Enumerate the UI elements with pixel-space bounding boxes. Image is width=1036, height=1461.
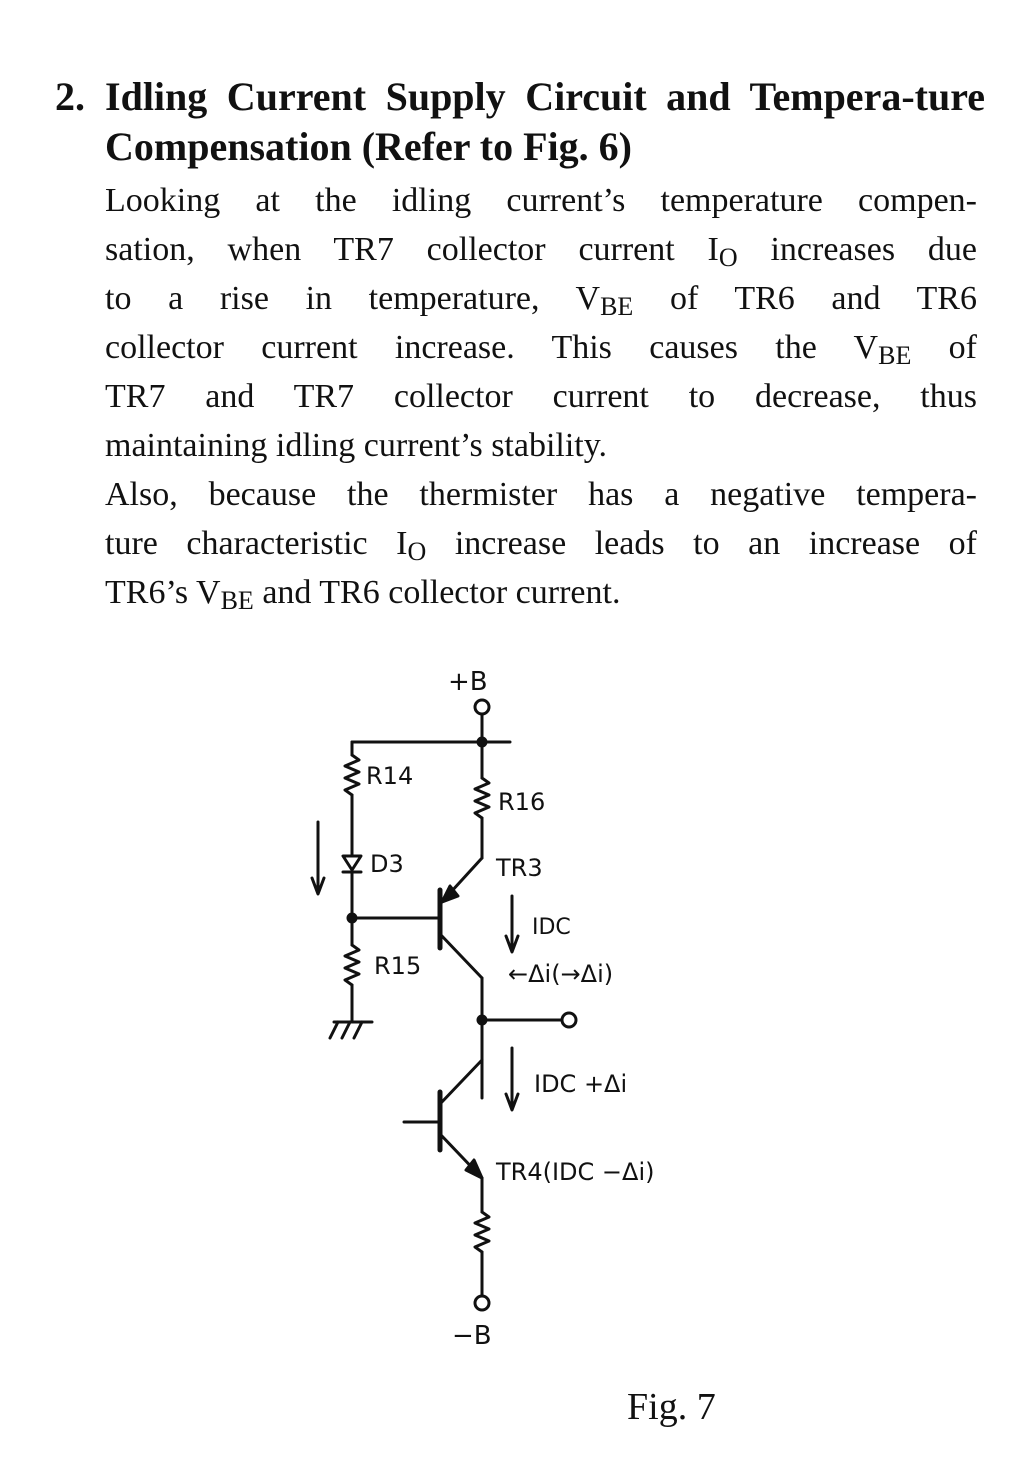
paragraph-2-line-1: Also, because the thermister has a negative tempera-	[105, 476, 977, 513]
tr3-label: TR3	[496, 854, 543, 882]
resistor-r14	[345, 755, 359, 795]
paragraph-1-line-2: sation, when TR7 collector current $I_O$ increases due	[105, 231, 977, 272]
ground-hatch	[330, 1022, 338, 1038]
paragraph-2-line-3: TR6’s $V_{BE}$ and TR6 collector current.	[105, 574, 621, 615]
paragraph-1	[105, 176, 977, 470]
idc-label: IDC	[532, 915, 571, 940]
paragraph-2	[105, 470, 977, 617]
r14-label: R14	[366, 762, 414, 790]
delta-i-label: ←Δi(→Δi)	[508, 960, 614, 988]
paragraph-1-line-3: to a rise in temperature, $V_{BE}$ of TR6 and TR6	[105, 280, 977, 321]
output-terminal	[562, 1013, 576, 1027]
tr3-collector	[440, 934, 482, 978]
tr4-label: TR4(IDC −Δi)	[496, 1158, 655, 1186]
ground-hatch	[342, 1022, 350, 1038]
plus-b-label: +B	[448, 667, 488, 697]
idc-plus-label: IDC +Δi	[534, 1070, 628, 1098]
diode-d3	[343, 856, 361, 870]
r15-label: R15	[374, 952, 422, 980]
section-heading	[55, 72, 985, 172]
circuit-schematic	[300, 660, 760, 1360]
paragraph-1-line-5: TR7 and TR7 collector current to decrease, thus	[105, 378, 977, 415]
paragraph-1-line-1: Looking at the idling current’s temperature compen-	[105, 182, 977, 219]
paragraph-1-line-6: maintaining idling current’s stability.	[105, 427, 608, 464]
resistor-r16	[475, 778, 489, 818]
figure-caption: Fig. 7	[627, 1386, 716, 1428]
paragraph-2-line-2: ture characteristic $I_O$ increase leads to an increase of	[105, 525, 977, 566]
tr4-collector	[440, 1060, 482, 1104]
plus-b-terminal	[475, 700, 489, 714]
section-number: 2.	[55, 74, 85, 119]
resistor-r15	[345, 945, 359, 985]
minus-b-terminal	[475, 1296, 489, 1310]
minus-b-label: −B	[452, 1321, 492, 1351]
r16-label: R16	[498, 788, 546, 816]
paragraph-1-line-4: collector current increase. This causes the $V_{BE}$ of	[105, 329, 977, 370]
ground-hatch	[354, 1022, 362, 1038]
section-title: Idling Current Supply Circuit and Tempera-ture Compensation (Refer to Fig. 6)	[105, 74, 985, 169]
resistor-emitter	[475, 1212, 489, 1252]
d3-label: D3	[370, 850, 404, 878]
